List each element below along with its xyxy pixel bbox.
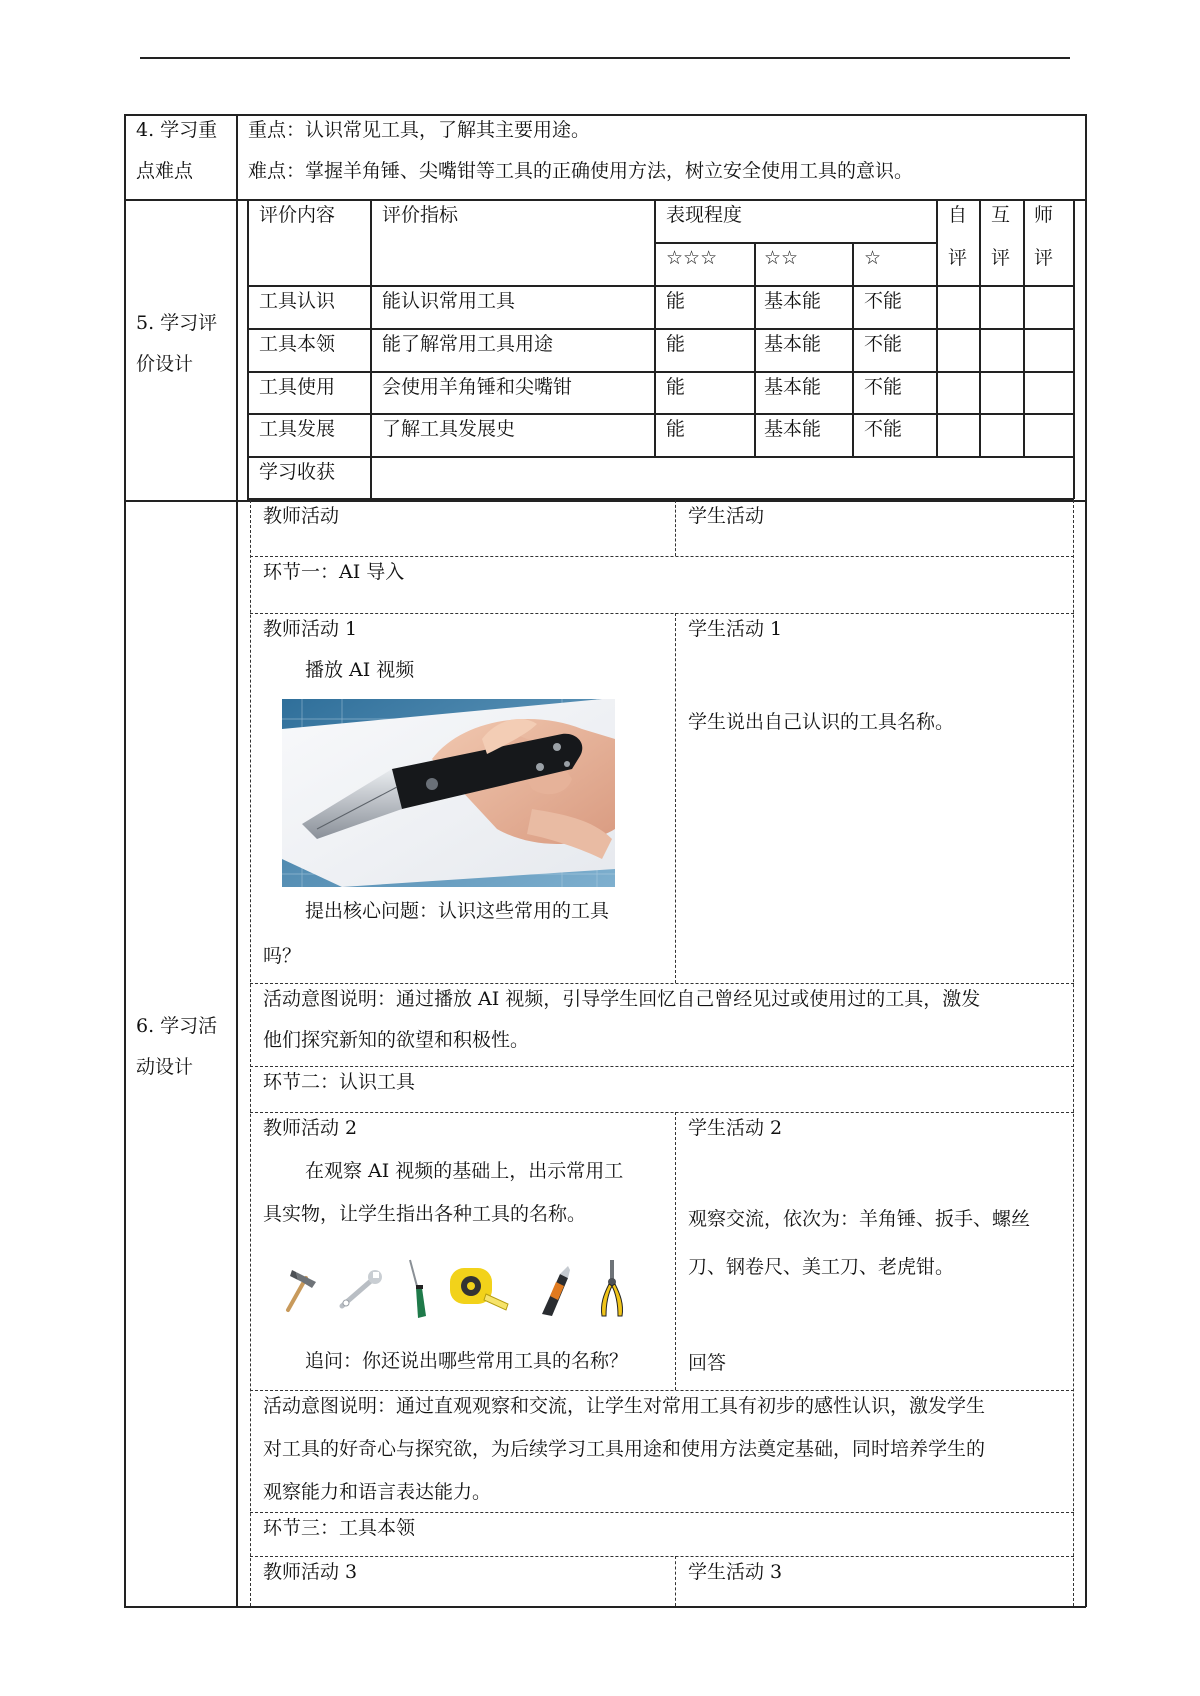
header-three-star: ☆☆☆ (666, 247, 718, 269)
sec4-label-line1: 4. 学习重 (136, 119, 218, 141)
tape-measure-icon (446, 1264, 512, 1314)
teacher-activity-2-line2: 具实物，让学生指出各种工具的名称。 (263, 1203, 587, 1225)
header-level: 表现程度 (666, 204, 743, 226)
row-indicator: 会使用羊角锤和尖嘴钳 (382, 376, 573, 398)
student-activity-2-line1: 观察交流，依次为：羊角锤、扳手、螺丝 (688, 1208, 1031, 1230)
header-self-2: 评 (948, 247, 968, 269)
stage-1-title: 环节一：AI 导入 (263, 561, 405, 583)
row-content: 工具使用 (259, 376, 336, 398)
row-level-1: 不能 (864, 376, 903, 398)
row-indicator: 能了解常用工具用途 (382, 333, 554, 355)
row-level-3: 能 (666, 376, 686, 398)
row-level-1: 不能 (864, 333, 903, 355)
utility-knife-photo (282, 699, 615, 887)
hammer-icon (278, 1268, 320, 1314)
student-activity-1-title: 学生活动 1 (688, 618, 783, 640)
screwdriver-icon (404, 1258, 430, 1320)
teacher-activity-1-line: 播放 AI 视频 (305, 659, 415, 681)
sec4-label-line2: 点难点 (136, 160, 194, 182)
header-two-star: ☆☆ (764, 247, 799, 269)
row-level-3: 能 (666, 333, 686, 355)
student-activity-3-title: 学生活动 3 (688, 1561, 783, 1583)
row-level-1: 不能 (864, 290, 903, 312)
table-border-right (1085, 114, 1087, 1607)
sec5-label-line1: 5. 学习评 (136, 312, 218, 334)
row-level-2: 基本能 (764, 376, 822, 398)
student-activity-2-title: 学生活动 2 (688, 1117, 783, 1139)
pliers-icon (594, 1258, 630, 1318)
harvest-label: 学习收获 (259, 461, 336, 483)
key-point-text: 重点：认识常见工具，了解其主要用途。 (248, 119, 591, 141)
student-activity-2-answer: 回答 (688, 1352, 727, 1374)
sec5-label-line2: 价设计 (136, 353, 194, 375)
wrench-icon (334, 1268, 386, 1314)
header-self-1: 自 (948, 204, 968, 226)
intent-2-line2: 对工具的好奇心与探究欲，为后续学习工具用途和使用方法奠定基础，同时培养学生的 (263, 1438, 986, 1460)
header-one-star: ☆ (864, 247, 882, 269)
student-activity-header: 学生活动 (688, 505, 765, 527)
sec6-label-line1: 6. 学习活 (136, 1015, 218, 1037)
header-content: 评价内容 (259, 204, 336, 226)
intent-2-line1: 活动意图说明：通过直观观察和交流，让学生对常用工具有初步的感性认识，激发学生 (263, 1395, 986, 1417)
teacher-activity-2-title: 教师活动 2 (263, 1117, 358, 1139)
label-column-divider (236, 114, 238, 1607)
row-indicator: 了解工具发展史 (382, 418, 516, 440)
table-border-top (124, 114, 1086, 116)
row-content: 工具本领 (259, 333, 336, 355)
teacher-activity-1-question: 提出核心问题：认识这些常用的工具 (305, 900, 610, 922)
row-level-1: 不能 (864, 418, 903, 440)
teacher-activity-2-followup: 追问：你还说出哪些常用工具的名称？ (305, 1350, 629, 1372)
section-divider-5-6 (124, 500, 1086, 502)
intent-1-line1: 活动意图说明：通过播放 AI 视频，引导学生回忆自己曾经见过或使用过的工具，激发 (263, 988, 981, 1010)
row-content: 工具发展 (259, 418, 336, 440)
header-teacher-2: 评 (1034, 247, 1054, 269)
row-level-3: 能 (666, 290, 686, 312)
teacher-activity-1-title: 教师活动 1 (263, 618, 358, 640)
stage-3-title: 环节三：工具本领 (263, 1517, 416, 1539)
table-border-left (124, 114, 126, 1607)
difficult-point-text: 难点：掌握羊角锤、尖嘴钳等工具的正确使用方法，树立安全使用工具的意识。 (248, 160, 914, 182)
row-level-3: 能 (666, 418, 686, 440)
table-border-bottom (124, 1606, 1086, 1608)
teacher-activity-header: 教师活动 (263, 505, 340, 527)
header-peer-2: 评 (991, 247, 1011, 269)
row-level-2: 基本能 (764, 290, 822, 312)
utility-knife-icon (534, 1264, 574, 1318)
sec6-label-line2: 动设计 (136, 1056, 194, 1078)
row-level-2: 基本能 (764, 333, 822, 355)
teacher-activity-3-title: 教师活动 3 (263, 1561, 358, 1583)
stage-2-title: 环节二：认识工具 (263, 1071, 416, 1093)
teacher-activity-1-question-cont: 吗？ (263, 945, 302, 967)
student-activity-2-line2: 刀、钢卷尺、美工刀、老虎钳。 (688, 1256, 955, 1278)
row-content: 工具认识 (259, 290, 336, 312)
row-indicator: 能认识常用工具 (382, 290, 516, 312)
header-peer-1: 互 (991, 204, 1011, 226)
header-rule (140, 57, 1070, 59)
teacher-activity-2-line1: 在观察 AI 视频的基础上，出示常用工 (305, 1160, 624, 1182)
header-indicator: 评价指标 (382, 204, 459, 226)
row-level-2: 基本能 (764, 418, 822, 440)
student-activity-1-text: 学生说出自己认识的工具名称。 (688, 711, 955, 733)
intent-1-line2: 他们探究新知的欲望和积极性。 (263, 1029, 530, 1051)
intent-2-line3: 观察能力和语言表达能力。 (263, 1481, 492, 1503)
header-teacher-1: 师 (1034, 204, 1054, 226)
